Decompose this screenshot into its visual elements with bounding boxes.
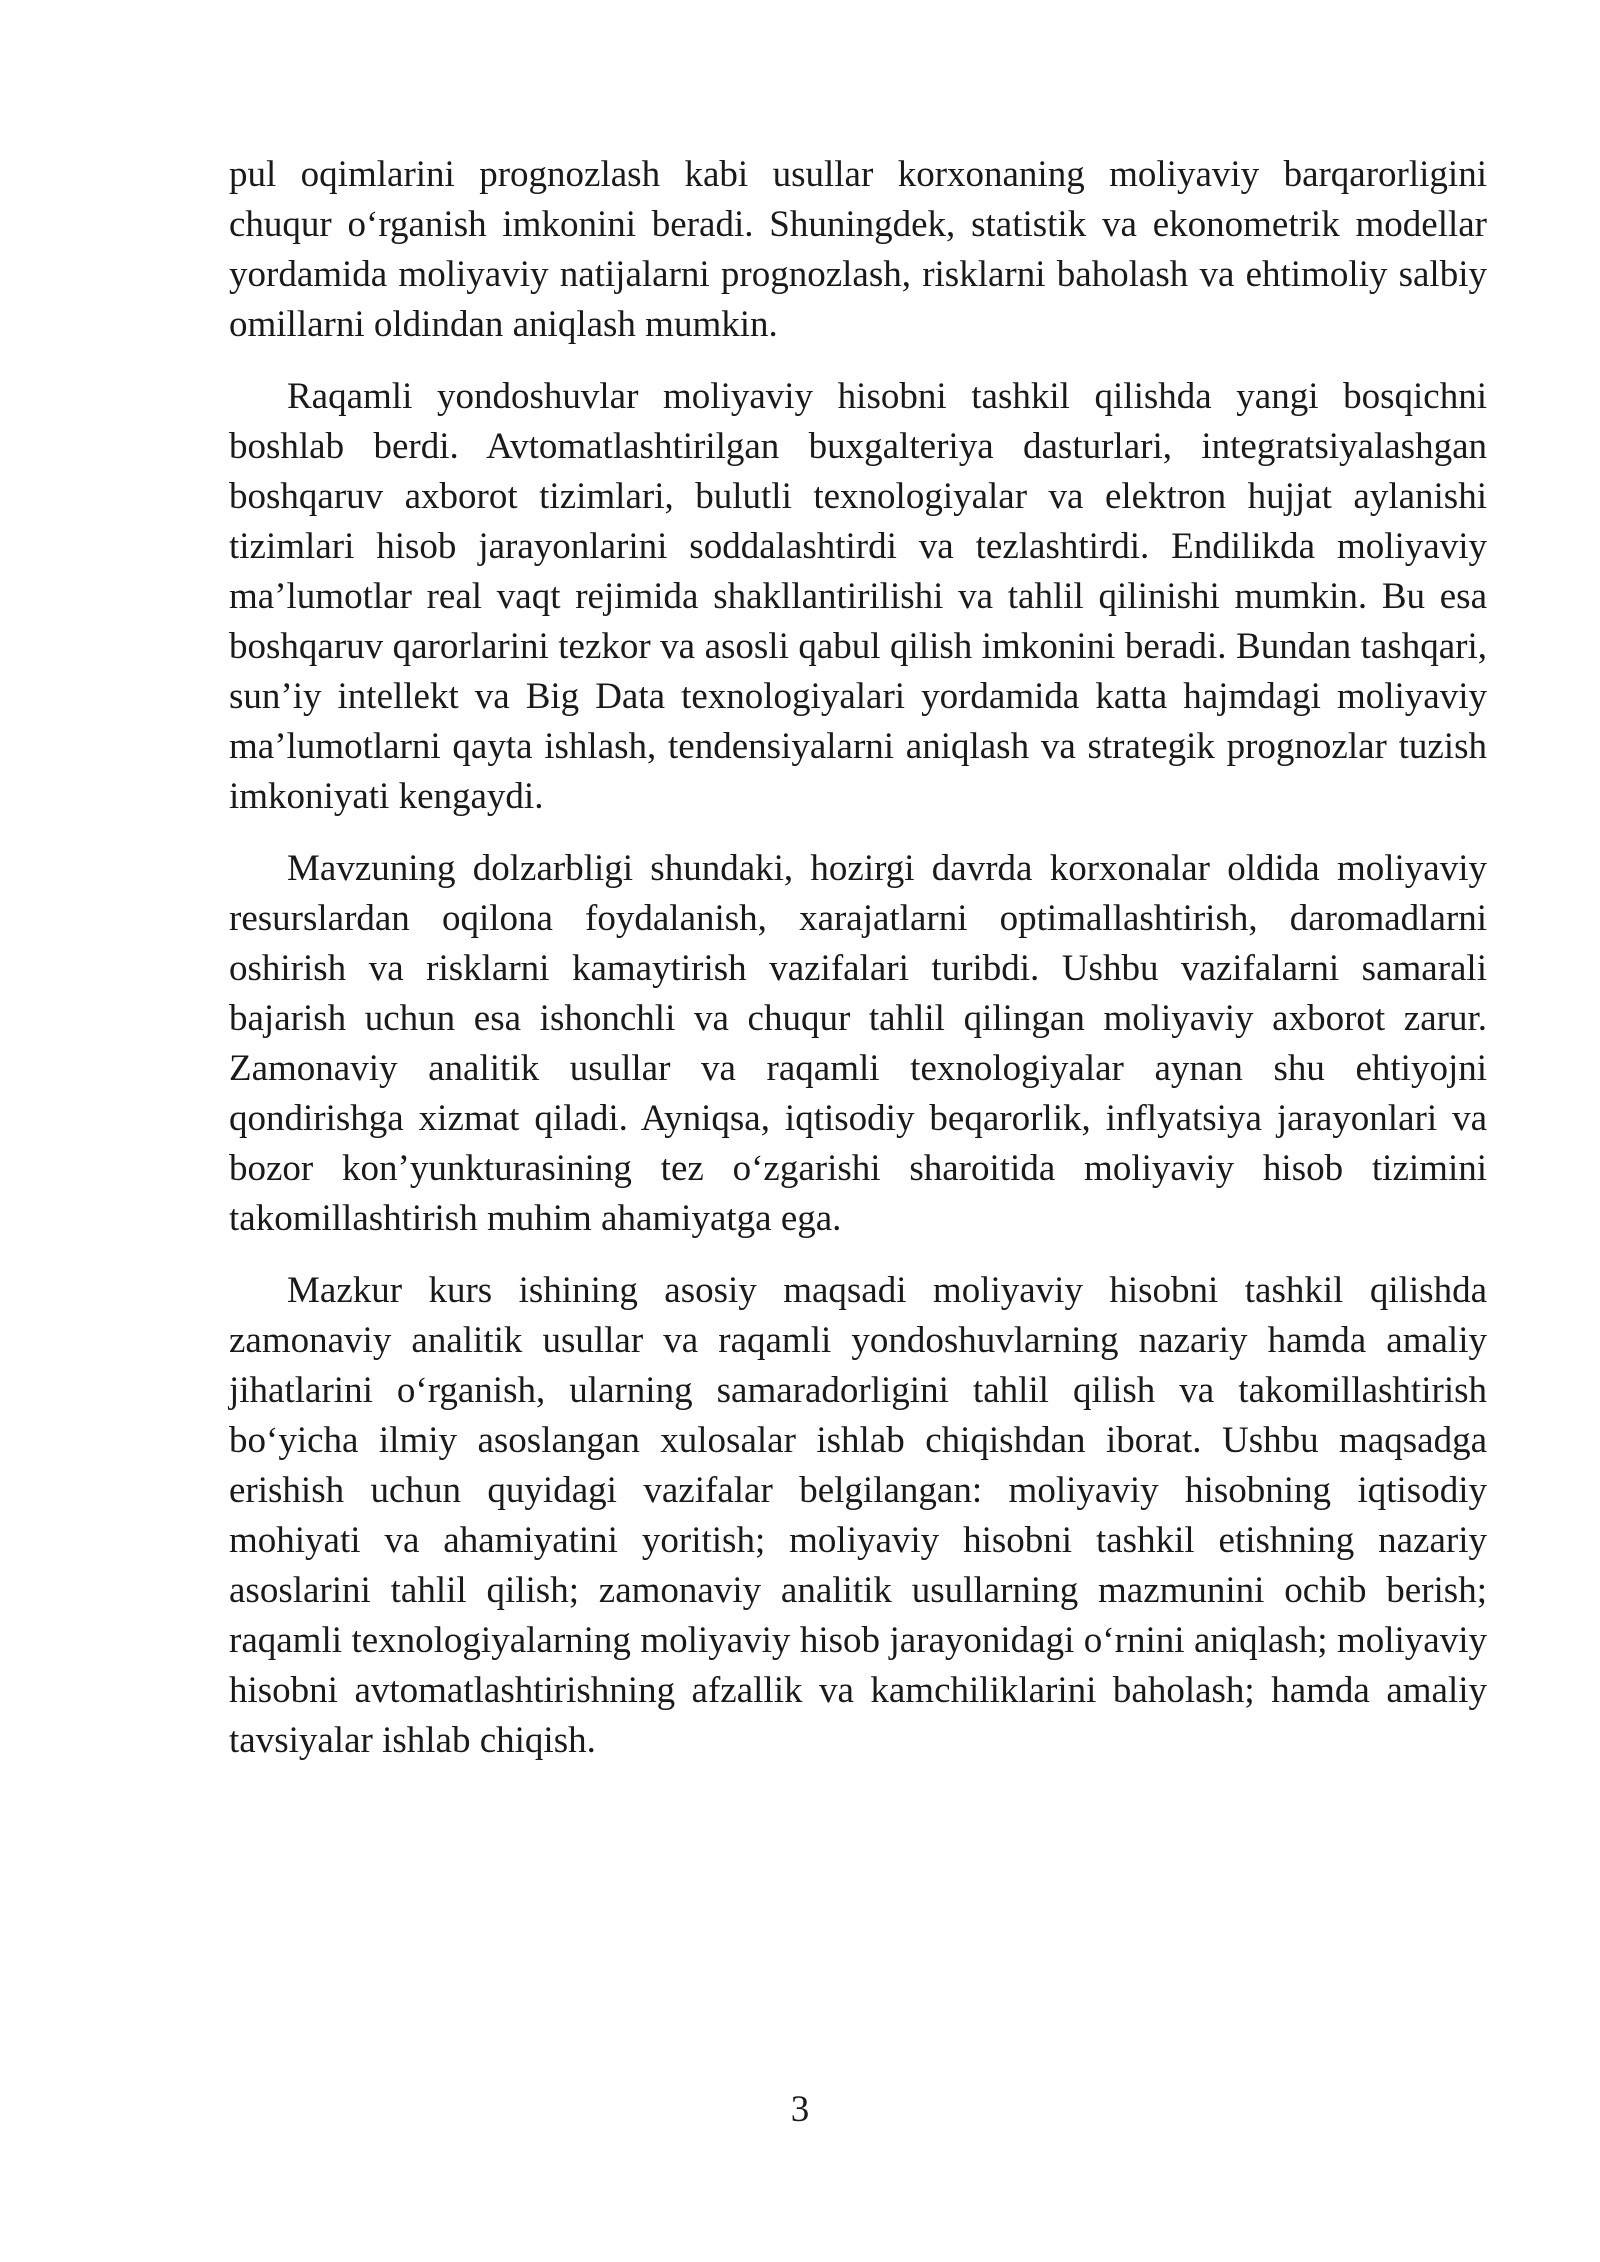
paragraph-topic-relevance: Mavzuning dolzarbligi shundaki, hozirgi davrda korxonalar oldida moliyaviy resurslardan oqilona foydalanish, xarajatlarni optimallashtirish, daromadlarni oshirish va risklarni kamaytirish vazifalari turibdi. Ushbu vazifalarni samarali bajarish uchun esa ishonchli va chuqur tahlil qilingan moliyaviy axborot zarur. Zamonaviy analitik usullar va raqamli texnologiyalar aynan shu ehtiyojni qondirishga xizmat qiladi. Ayniqsa, iqtisodiy beqarorlik, inflyatsiya jarayonlari va bozor kon’yunkturasining tez o‘zgarishi sharoitida moliyaviy hisob tizimini takomillashtirish muhim ahamiyatga ega. [229,848,1487,1239]
paragraph-digital-approaches: Raqamli yondoshuvlar moliyaviy hisobni tashkil qilishda yangi bosqichni boshlab berdi. Avtomatlashtirilgan buxgalteriya dasturlari, integratsiyalashgan boshqaruv axborot tizimlari, bulutli texnologiyalar va elektron hujjat aylanishi tizimlari hisob jarayonlarini soddalashtirdi va tezlashtirdi. Endilikda moliyaviy ma’lumotlar real vaqt rejimida shakllantirilishi va tahlil qilinishi mumkin. Bu esa boshqaruv qarorlarini tezkor va asosli qabul qilish imkonini beradi. Bundan tashqari, sun’iy intellekt va Big Data texnologiyalari yordamida katta hajmdagi moliyaviy ma’lumotlarni qayta ishlash, tendensiyalarni aniqlash va strategik prognozlar tuzish imkoniyati kengaydi. [229,376,1487,817]
paragraph-continuation: pul oqimlarini prognozlash kabi usullar korxonaning moliyaviy barqarorligini chuqur o‘rganish imkonini beradi. Shuningdek, statistik va ekonometrik modellar yordamida moliyaviy natijalarni prognozlash, risklarni baholash va ehtimoliy salbiy omillarni oldindan aniqlash mumkin. [229,154,1487,345]
paragraph-course-goal: Mazkur kurs ishining asosiy maqsadi moliyaviy hisobni tashkil qilishda zamonaviy analitik usullar va raqamli yondoshuvlarning nazariy hamda amaliy jihatlarini o‘rganish, ularning samaradorligini tahlil qilish va takomillashtirish bo‘yicha ilmiy asoslangan xulosalar ishlab chiqishdan iborat. Ushbu maqsadga erishish uchun quyidagi vazifalar belgilangan: moliyaviy hisobning iqtisodiy mohiyati va ahamiyatini yoritish; moliyaviy hisobni tashkil etishning nazariy asoslarini tahlil qilish; zamonaviy analitik usullarning mazmunini ochib berish; raqamli texnologiyalarning moliyaviy hisob jarayonidagi o‘rnini aniqlash; moliyaviy hisobni avtomatlashtirishning afzallik va kamchiliklarini baholash; hamda amaliy tavsiyalar ishlab chiqish. [229,1270,1487,1761]
body-text [229,150,1487,1788]
page-number: 3 [790,2089,810,2130]
